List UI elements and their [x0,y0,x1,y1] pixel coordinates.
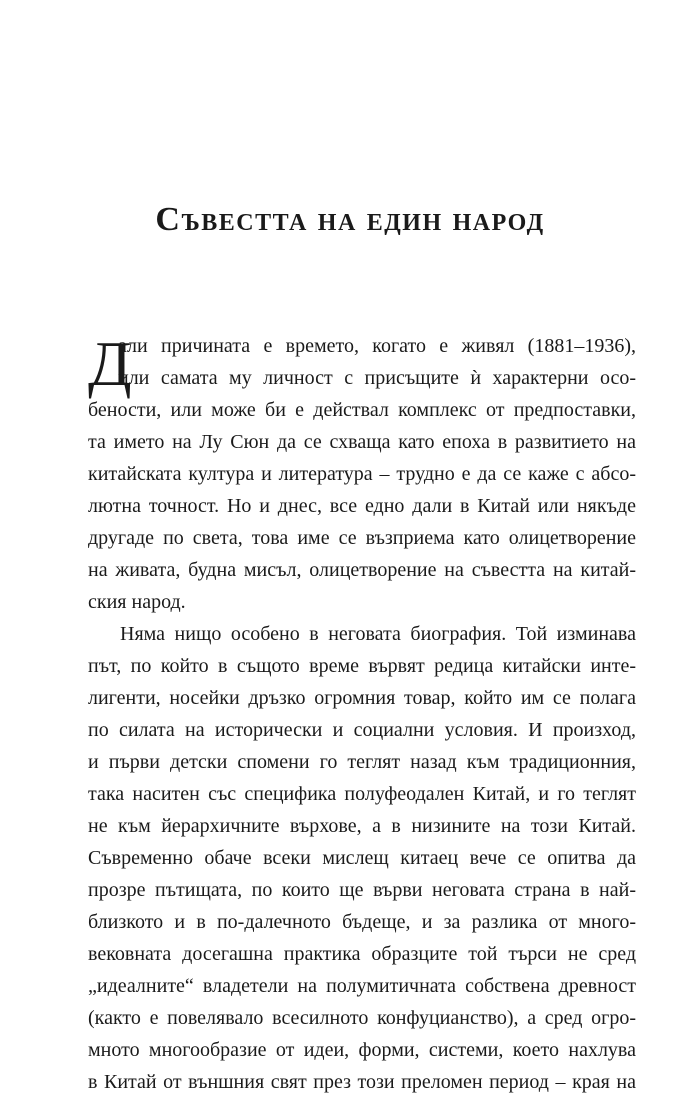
text-line: та името на Лу Сюн да се схваща като епоха в развитието на [88,431,636,453]
text-line: али причината е времето, когато е живял (1881–1936), [118,335,636,357]
text-line: прозре пътищата, по които ще върви неговата страна в най- [88,879,636,901]
text-line: лютна точност. Но и днес, все едно дали в Китай или някъде [88,495,636,517]
text-line: не към йерархичните върхове, а в низините на този Китай. [88,815,636,837]
text-line: ския народ. [88,591,186,613]
text-line: близкото и в по-далечното бъдеще, и за разлика от много- [88,911,636,933]
text-line: (както е повелявало всесилното конфуцианство), а сред огро- [88,1007,636,1029]
text-line: Съвременно обаче всеки мислещ китаец вече се опитва да [88,847,636,869]
paragraph-1 [88,330,636,618]
text-line: вековната досегашна практика образците той търси не сред [88,943,636,965]
text-line: Няма нищо особено в неговата биография. Той изминава [120,623,636,645]
text-line: бености, или може би е действал комплекс от предпоставки, [88,399,636,421]
text-line: и първи детски спомени го теглят назад към традиционния, [88,751,636,773]
text-line: път, по който в същото време вървят редица китайски инте- [88,655,636,677]
drop-cap: Д [88,328,132,399]
text-line: по силата на исторически и социални условия. И произход, [88,719,636,741]
text-line: така наситен със специфика полуфеодален Китай, и го теглят [88,783,636,805]
body-text [88,330,636,1098]
text-line: мното многообразие от идеи, форми, системи, което нахлува [88,1039,636,1061]
text-line: или самата му личност с присъщите ѝ характерни осо- [118,367,636,389]
text-line: лигенти, носейки дръзко огромния товар, който им се полага [88,687,636,709]
text-line: китайската култура и литература – трудно е да се каже с абсо- [88,463,636,485]
text-line: в Китай от външния свят през този преломен период – края на [88,1071,636,1093]
paragraph-2 [88,618,636,1098]
text-line: другаде по света, това име се възприема като олицетворение [88,527,636,549]
chapter-title: Съвестта на един народ [155,201,545,238]
text-line: на живата, будна мисъл, олицетворение на съвестта на китай- [88,559,636,581]
text-line: „идеалните“ владетели на полумитичната собствена древност [88,975,636,997]
